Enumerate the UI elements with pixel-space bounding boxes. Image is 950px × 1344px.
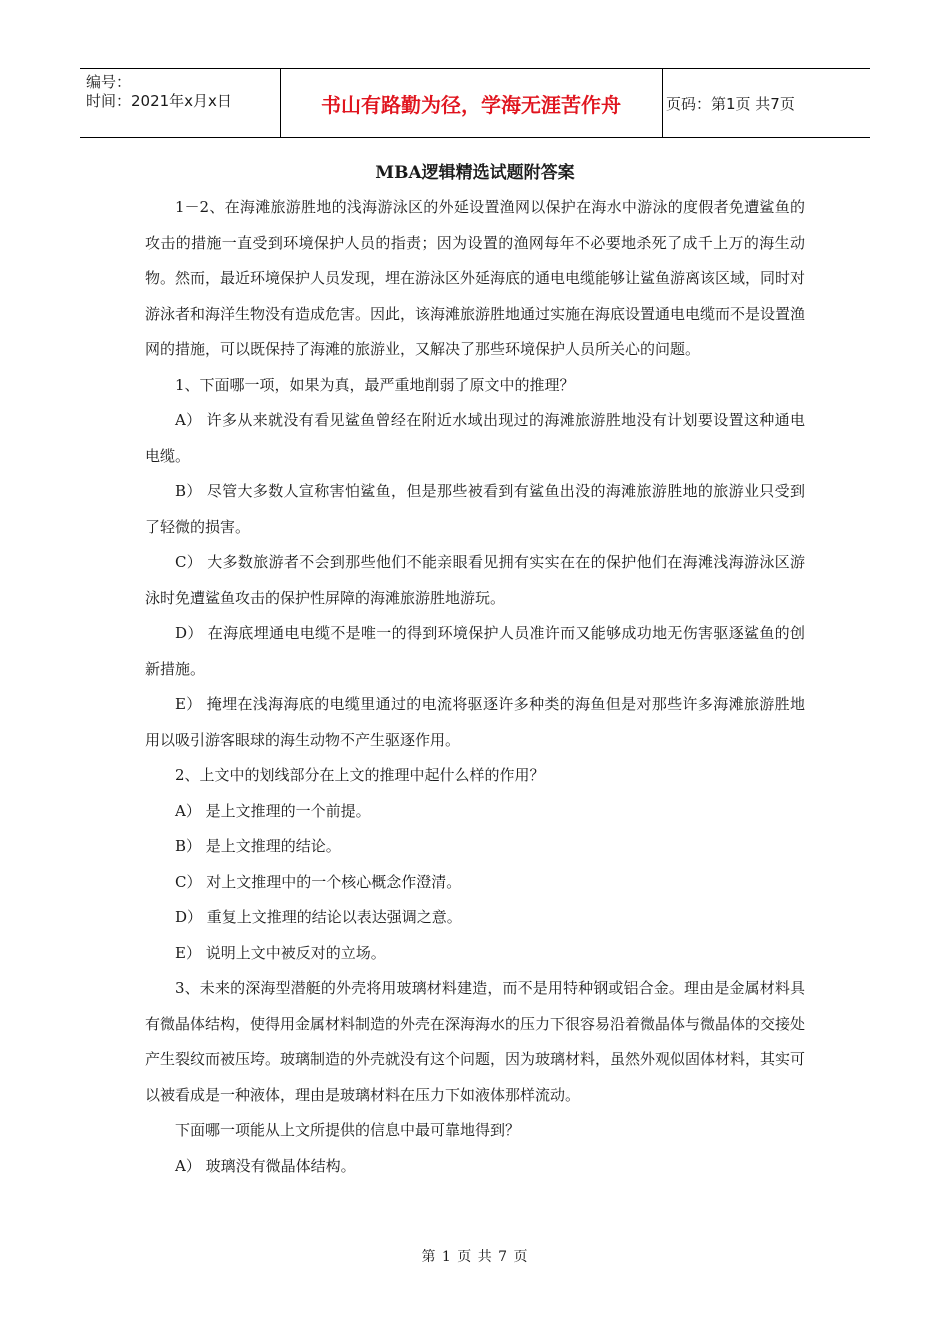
page-footer: 第 1 页 共 7 页 (421, 1249, 529, 1265)
answer-option: A） 是上文推理的一个前提。 (175, 801, 371, 820)
page-header (80, 68, 870, 138)
answer-option: C） 大多数旅游者不会到那些他们不能亲眼看见拥有实实在在的保护他们在海滩浅海游泳区游泳时免遭鲨鱼攻击的保护性屏障的海滩旅游胜地游玩。 (145, 553, 805, 607)
question-stem: 下面哪一项能从上文所提供的信息中最可靠地得到？ (175, 1121, 521, 1139)
passage-paragraph: 3、未来的深海型潜艇的外壳将用玻璃材料建造，而不是用特种钢或铝合金。理由是金属材料具有微晶体结构，使得用金属材料制造的外壳在深海海水的压力下很容易沿着微晶体与微晶体的交接处产生裂纹而被压垮。玻璃制造的外壳就没有这个问题，因为玻璃材料，虽然外观似固体材料，其实可以被看成是一种液体，理由是玻璃材料在压力下如液体那样流动。 (145, 979, 806, 1104)
document-title: MBA逻辑精选试题附答案 (375, 163, 575, 183)
page-number-label: 页码：第1页 共7页 (666, 94, 795, 113)
answer-option: A） 玻璃没有微晶体结构。 (175, 1156, 356, 1175)
time-label: 时间：2021年x月x日 (86, 92, 232, 110)
answer-option: D） 重复上文推理的结论以表达强调之意。 (175, 908, 462, 926)
answer-option: D） 在海底埋通电电缆不是唯一的得到环境保护人员准许而又能够成功地无伤害驱逐鲨鱼的创新措施。 (145, 624, 805, 678)
document-body (145, 190, 805, 1184)
answer-option: B） 尽管大多数人宣称害怕鲨鱼，但是那些被看到有鲨鱼出没的海滩旅游胜地的旅游业只受到了轻微的损害。 (145, 482, 805, 536)
passage-paragraph: 1－2、在海滩旅游胜地的浅海游泳区的外延设置渔网以保护在海水中游泳的度假者免遭鲨鱼的攻击的措施一直受到环境保护人员的指责；因为设置的渔网每年不必要地杀死了成千上万的海生动物。然而，最近环境保护人员发现，埋在游泳区外延海底的通电电缆能够让鲨鱼游离该区域，同时对游泳者和海洋生物没有造成危害。因此，该海滩旅游胜地通过实施在海底设置通电电缆而不是设置渔网的措施，可以既保持了海滩的旅游业，又解决了那些环境保护人员所关心的问题。 (145, 198, 806, 358)
answer-option: A） 许多从来就没有看见鲨鱼曾经在附近水域出现过的海滩旅游胜地没有计划要设置这种通电电缆。 (145, 411, 805, 465)
question-stem: 2、上文中的划线部分在上文的推理中起什么样的作用？ (175, 766, 545, 784)
header-divider (280, 69, 281, 137)
answer-option: E） 掩埋在浅海海底的电缆里通过的电流将驱逐许多种类的海鱼但是对那些许多海滩旅游胜地用以吸引游客眼球的海生动物不产生驱逐作用。 (145, 695, 805, 749)
number-label: 编号： (86, 73, 132, 91)
question-stem: 1、下面哪一项，如果为真，最严重地削弱了原文中的推理？ (175, 375, 575, 394)
header-motto: 书山有路勤为径，学海无涯苦作舟 (321, 92, 621, 117)
answer-option: C） 对上文推理中的一个核心概念作澄清。 (175, 872, 462, 891)
answer-option: B） 是上文推理的结论。 (175, 837, 341, 855)
answer-option: E） 说明上文中被反对的立场。 (175, 943, 386, 962)
header-meta (80, 69, 280, 137)
header-divider (662, 69, 663, 137)
